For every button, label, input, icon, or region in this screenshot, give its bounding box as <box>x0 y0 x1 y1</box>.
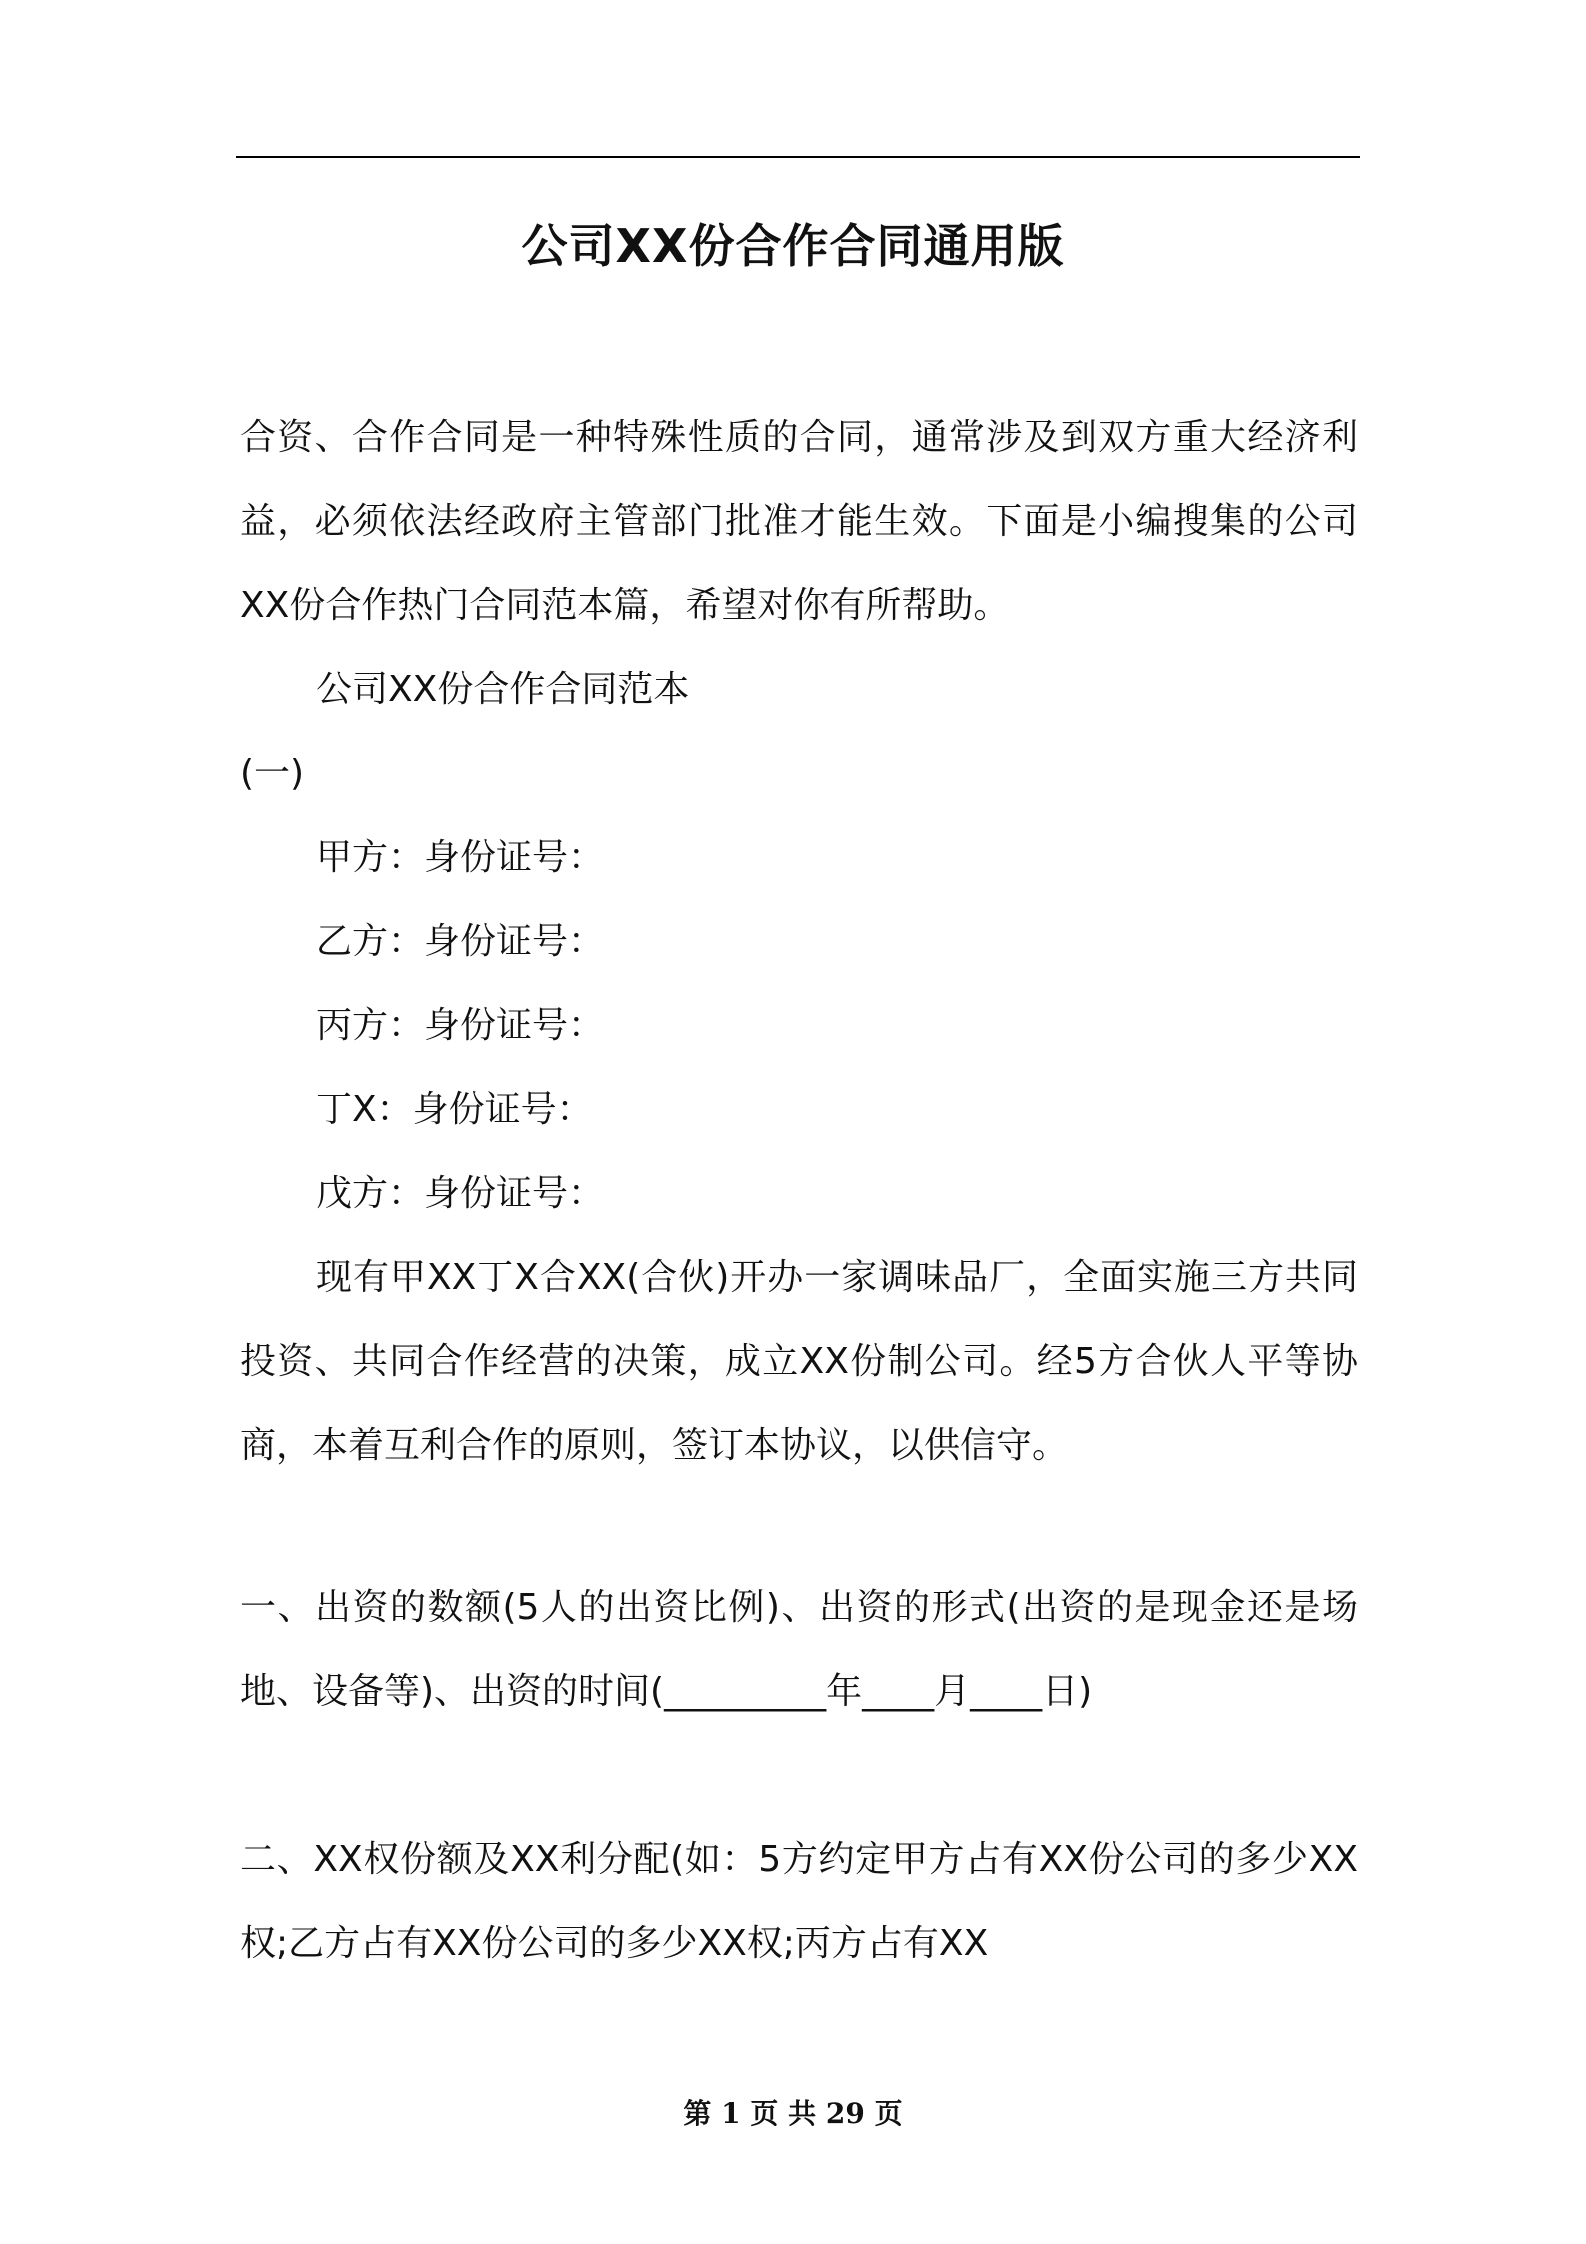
party-yi: 乙方：身份证号： <box>316 921 605 962</box>
clause-1: 一、出资的数额(5人的出资比例)、出资的形式(出资的是现金还是场地、设备等)、出资的时间(_________年____月____日) <box>240 1587 1358 1712</box>
page-number: 第 1 页 共 29 页 <box>683 2097 903 2130</box>
header-rule <box>236 156 1360 158</box>
document-title: 公司XX份合作合同通用版 <box>521 219 1065 273</box>
intro-paragraph: 合资、合作合同是一种特殊性质的合同，通常涉及到双方重大经济利益，必须依法经政府主管部门批准才能生效。下面是小编搜集的公司XX份合作热门合同范本篇，希望对你有所帮助。 <box>240 417 1358 626</box>
party-ding: 丁X：身份证号： <box>316 1089 593 1130</box>
party-wu: 戊方：身份证号： <box>316 1173 605 1214</box>
party-bing: 丙方：身份证号： <box>316 1005 605 1046</box>
preamble-paragraph: 现有甲XX丁X合XX(合伙)开办一家调味品厂，全面实施三方共同投资、共同合作经营的决策，成立XX份制公司。经5方合伙人平等协商，本着互利合作的原则，签订本协议，以供信守。 <box>240 1257 1358 1466</box>
clause-2: 二、XX权份额及XX利分配(如：5方约定甲方占有XX份公司的多少XX权;乙方占有XX份公司的多少XX权;丙方占有XX <box>240 1839 1358 1964</box>
contract-subtitle: 公司XX份合作合同范本 <box>316 669 690 710</box>
party-jia: 甲方：身份证号： <box>316 837 605 878</box>
section-marker: (一) <box>240 753 305 794</box>
